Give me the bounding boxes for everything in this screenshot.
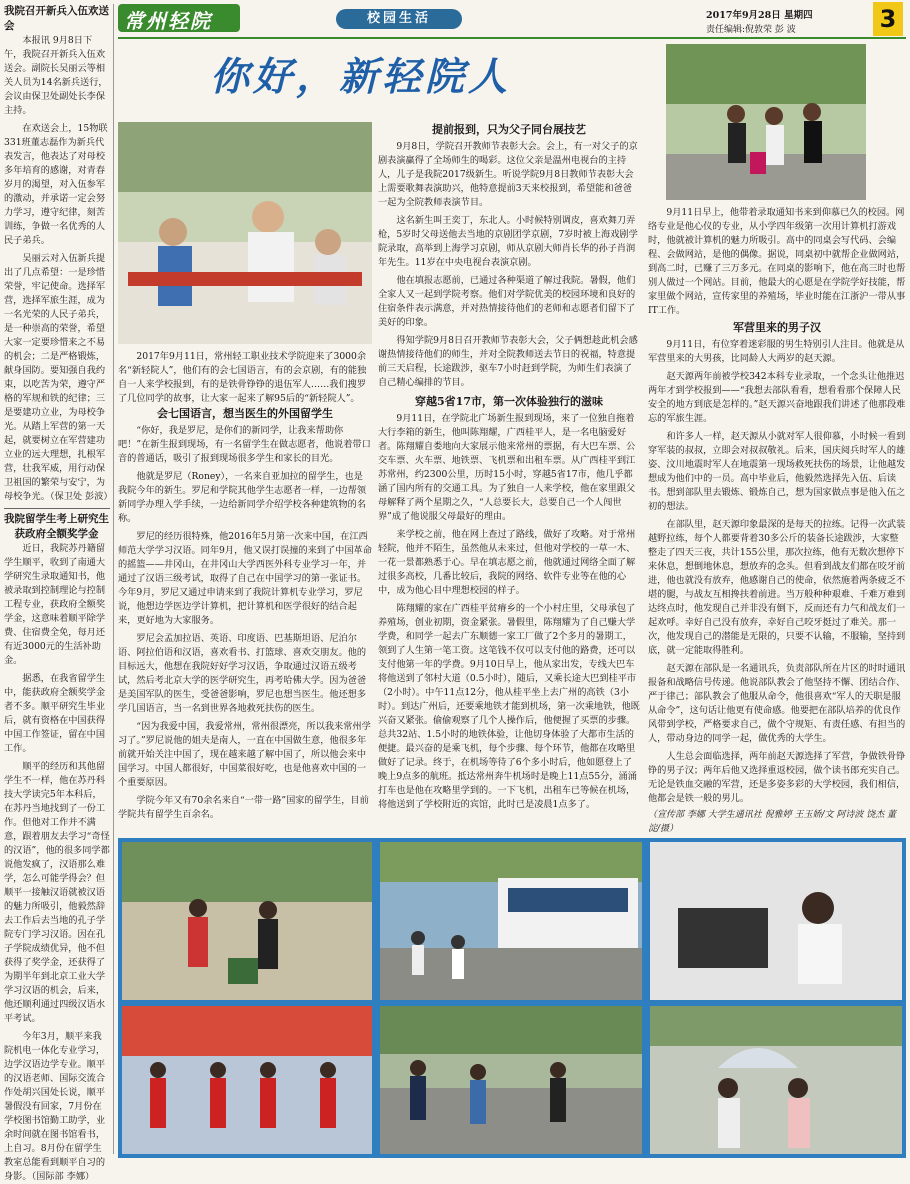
story-e-para: 赵天源两年前被学校342本科专业录取，一个念头让他推迟两年才到学校报到——“我想去部队看看，想看看那个保障人民安全的地方到底是怎样的。”赵天源兴奋地跟我们讲述了他那段难忘的军旅生涯。 [648, 371, 906, 424]
story2-subtitle: 获政府全额奖学金 [14, 528, 99, 540]
photo-new-students-image [666, 44, 866, 200]
story1-title: 我院召开新兵入伍欢送会 [4, 5, 109, 32]
story2-para: 顺平的经历和其他留学生不一样，他在苏丹科技大学读完5年本科后，在苏丹当地找到了一份工作。但他对工作并不满意，跟着朋友去学习“奇怪的汉语”，他的很多同学都说他发疯了，汉语那么难学，怎么可能学得会？但顺平一接触汉语就被汉语的魅力所吸引，他毅然辞去工作后去当地的孔子学院专门学习汉语。因在孔子学院成绩优异，他不但获得了奖学金，还获得了为期半年到北京工业大学学习汉语的机会，后来，他还顺利通过四级汉语水平考试。 [4, 761, 110, 1024]
story2-title: 我院留学生考上研究生 [4, 513, 109, 525]
story-a-body [118, 424, 372, 832]
story-e-para: 9月11日，有位穿着迷彩服的男生特别引人注目。他就是从军营里来的大男孩，比同龄人大两岁的赵天源。 [648, 339, 905, 364]
story-b-para: 这名新生叫王奕丁，东北人。小时候特别调皮，喜欢舞刀弄枪，5岁时父母送他去当地的京剧团学京剧，7岁时被上海戏剧学院录取，高举到上海学习京剧，师从京剧大师肖长华的孙子肖润年先生。11岁在中央电视台表演京剧。 [378, 215, 638, 268]
editor-line: 责任编辑:倪敦荣 彭 波 [706, 25, 796, 35]
header-rule [118, 37, 906, 39]
story2-para: 今年3月，顺平来我院机电一体化专业学习，边学汉语边学专业。顺平的汉语老师、国际交流合作处胡兴国处长说，顺平暑假没有回家，7月份在学校图书馆勤工助学，业余时间就在图书馆看书，上自习。8月份在留学生教室总能看到顺平自习的身影。（国际部 李娜） [4, 1031, 106, 1182]
story-a-para: 他就是罗尼（Roney），一名来自亚加拉的留学生，也是我院今年的新生。罗尼和学院其他学生志愿者一样，一边帮领新同学办理入学手续，一边给新同学介绍学校各种建筑物的名称。 [118, 471, 367, 524]
story-e-para: 和许多人一样，赵天源从小就对军人很仰慕，小时候一看到穿军装的叔叔，立即会对叔叔敬礼。后来，国庆阅兵时军人的雄姿、汶川地震时军人在地震第一现场救死扶伤的场景，让他越发想成为他们中的一员。高中毕业后，他毅然选择先入伍、后读书。想到部队里去锻炼、锻炼自己，想为国家做点事是他入伍之初的想法。 [648, 431, 906, 512]
story-c-body [378, 412, 640, 832]
story-a-para: 罗尼的经历很特殊，他2016年5月第一次来中国，在江西师范大学学习汉语。同年9月，他又误打误撞的来到了中国革命的摇篮——井冈山，在井冈山大学西医外科专业学习一年，并通过了汉语三级考试，取得了自己在中国学习的第一张证书。今年9月，罗尼又通过申请来到了我院计算机专业学习，罗尼说，他想边学医边学计算机，把计算机和医学很好的结合起来，更好地为大家服务。 [118, 531, 372, 626]
story-c-para: 陈翔耀的家在广西桂平贫瘠乡的一个小村庄里，父母承包了养殖场，创业初期，资金紧张。暑假里，陈翔耀为了自己赚大学学费，和同学一起去广东顺德一家工厂做了2个多月的暑期工，领到了人生第一笔工资。这笔钱不仅可以支付他的路费，还可以支付他第一年的学费。9月10日早上，他从家出发，专线大巴车将他送到了邻村大道（0.5小时），随后，又乘长途大巴到桂平市（2小时）。中午11点12分，他从桂平坐上去广州的高铁（3小时）。到达广州后，还要乘地铁才能到机场，第一次乘地铁，他既兴奋又紧张。偷偷观察了几个人操作后，他便握了买票的步骤。总共32站、1.5小时的地铁体验，让他切身体验了大都市生活的便捷。最兴奋的是乘飞机，每个步骤、每个环节，他都在攻略里做好了记录。终于，在机场等待了6个多小时后，他如愿登上了晚上9点多的航班。抵达常州奔牛机场时是晚上11点55分，涌涌打车也是他在攻略里学到的。一下飞机，出租车已等候在机场，将他送到了学校附近的宾馆，此时已是凌晨1点多了。 [378, 603, 640, 810]
photo-registration-image [118, 122, 372, 344]
photo-strip [118, 838, 906, 1158]
story-e-title: 军营里来的男子汉 [733, 321, 821, 334]
story-e-para: 在部队里，赵天源印象最深的是每天的拉练。记得一次武装越野拉练，每个人都要背着30多公斤的装备长途跋涉，大家整整走了四天三夜，共计155公里，那次拉练，他有无数次想停下来休息，想倒地休息，想放弃的念头。但看到战友们都在咬牙前进，他也就没有放弃，他感谢自己的使命，依然施着两条疲乏不堪的腿，与战友互相搀扶着前进。当万般种种艰难、千难万难到达终点时，他发现自己并非没有倒下，反而还有力气和战友们一起欢呼。幸好自己没有放弃，幸好自己咬牙挺过了难关。那一次，他发现自己的潜能是无限的，只要不认输，不服输，坚持到底，就一定能取得胜利。 [648, 519, 906, 656]
intro-para: 2017年9月11日，常州轻工职业技术学院迎来了3000余名“新轻院人”，他们有的会七国语言，有的会京剧，有的能独自一人来学校报到，有的是铁骨铮铮的退伍军人……我们搜罗了几位同学的故事，让大家一起来了解95后的“新轻院人”。 [118, 351, 367, 404]
story-e-para: 人生总会面临选择，两年前赵天源选择了军营，争做铁骨铮铮的男子汉；两年后他又选择重返校园，做个读书郎充实自己。无论是铁血交融的军营，还是多姿多彩的大学校园，我们相信，他都会是铁一般的男儿。 [648, 751, 906, 804]
story-c-para: 来学校之前，他在网上查过了路线，做好了攻略。对于常州轻院，他并不陌生，虽然他从未来过，但他对学校的一草一木、一花一景都熟悉于心。早在填志愿之前，他就通过网络全面了解过很多高校，几番比较后，我院的网络、软件专业等在他的心中，成为他心目中理想校园的样子。 [378, 529, 636, 596]
story-c-title: 穿越5省17市，第一次体验独行的滋味 [415, 395, 603, 408]
story1-para: 吴丽云对入伍新兵提出了几点希望：一是珍惜荣誉，牢记使命。选择军营，选择军旅生涯，成为一名光荣的人民子弟兵，是一种崇高的荣誉，希望大家一定要珍惜来之不易的机会；二是严格锻炼，献身国防。要知强自我约束，以吃苦为荣，遵守严格的军规和铁的纪律；三是要建功立业，为母校争光。从踏上军营的第一天起，就要树立在军营建功立业的远大理想，扎根军营，壮我军威，用行动保卫祖国的繁荣与安宁，为母校争光。（保卫处 彭波） [4, 253, 113, 502]
left-column [4, 4, 113, 1182]
story2-para: 据悉，在我省留学生中，能获政府全额奖学金者不多。顺平研究生毕业后，就有资格在中国获得中国工作签证，留在中国工作。 [4, 673, 106, 754]
section-badge: 校园生活 [336, 9, 462, 29]
story-d-para: 9月11日早上，他带着录取通知书来到仰慕已久的校园。网络专业是他心仪的专业，从小学四年级第一次用计算机打游戏时，他就被计算机的魅力所吸引。高中的同桌会写代码、会编程、会做网站，是他的偶像。据说，同桌初中就帮企业做网站，到高二时，已赚了三万多元。在同桌的影响下，他在高三时也帮别人做过一个网站。目前，他最大的心愿是在学院学好技能，帮家里做个网站，宣传家里的养殖场，毕业时能在江浙沪一带从事IT工作。 [648, 207, 906, 316]
intro-text [118, 350, 372, 404]
story-b-body [378, 140, 640, 388]
story-a-para: 罗尼会孟加拉语、英语、印度语、巴基斯坦语、尼泊尔语、阿拉伯语和汉语，喜欢看书、打篮球、喜欢交朋友。他的目标远大，他想在我院好好学习汉语，争取通过汉语五级考试，然后考北京大学的医学研究生，再考哈佛大学。因为爸爸是美国军队的医生，受爸爸影响，罗尼也想当医生。他还想多学几国语言，当一名到世界各地救死扶伤的医生。 [118, 633, 367, 714]
date-line: 2017年9月28日 星期四 [706, 10, 813, 21]
story2-para: 近日，我院苏丹籍留学生顺平，收到了南通大学研究生录取通知书，他被录取到控制理论与控制工程专业，获政府全额奖学金，这意味着顺平除学费、住宿费全免，每月还有近3000元的生活补助金。 [4, 543, 106, 666]
masthead [118, 4, 240, 32]
story-c-para: 9月11日，在学院北广场新生报到现场，来了一位独自拖着大行李箱的新生，他叫陈翔耀，广西桂平人，是一名电脑爱好者。陈翔耀自娄地向大家展示他来常州的票据，有大巴车票、公交车票、火车票、地铁票、飞机票和出租车票。从广西桂平到江苏常州，约2300公里，历时15小时，穿越5省17市，他几乎都涵了国内所有的交通工具。为了独自一人来学校，他在家里跟父母解释了两个星期之久，“人总要长大，总要自己一个人闯世界”成了他说服父母最好的理由。 [378, 413, 636, 522]
story-e-body [648, 338, 906, 808]
story-e-credit: （宣传部 李娜 大学生通讯社 倪雅婷 王玉娇/文 阿诗波 饶杰 董淀/摄） [648, 810, 897, 834]
paper-logo: 常州轻院 [124, 9, 212, 33]
story-d-body [648, 206, 906, 316]
story-e-para: 赵天源在部队是一名通讯兵，负责部队所在片区的时时通讯报备和战略信号传递。他说部队教会了他坚持不懈、团结合作、严于律己；部队教会了他服从命令，他很喜欢“军人的天职是服从命令”，这句话让他更有使命感。他要把在部队培养的优良作风带到学校，严格要求自己，做个守规矩、有责任感、有担当的人，带动身边的同学一起，做优秀的大学生。 [648, 663, 906, 744]
column-divider [113, 4, 114, 1154]
photo-new-students [666, 44, 866, 200]
story-a-para: 学院今年又有70余名来自“一带一路”国家的留学生，目前学院共有留学生百余名。 [118, 795, 369, 820]
story1-para: 在欢送会上，15物联331班董志磊作为新兵代表发言，他表达了对母校多年培育的感谢，对青春岁月的渴望，对入伍参军的激动，并承诺一定会努力学习，遵守纪律，刻苦训练，争做一名优秀的人民子弟兵。 [4, 123, 108, 246]
story-b-para: 9月8日，学院召开教师节表彰大会。会上，有一对父子的京剧表演赢得了全场师生的喝彩。这位父亲是温州电视台的主持人，儿子是我院2017级新生。听说学院9月8日教师节表彰大会上需要歌舞表演助兴，他特意提前3天来校报到，希望能和爸爸一起为全院教师表演节目。 [378, 141, 638, 208]
story-b-title: 提前报到，只为父子同台展技艺 [432, 123, 586, 136]
story-b-para: 他在填报志愿前，已通过各种渠道了解过我院。暑假，他们全家人又一起到学院考察。他们对学院优美的校园环境和良好的住宿条件表示满意，并对热情接待他们的老师和志愿者们留下了美好的印象。 [378, 275, 636, 328]
headline: 你好，新轻院人 [210, 55, 512, 100]
page-number: 3 [873, 2, 903, 36]
story1-para: 本报讯 9月8日下午，我院召开新兵入伍欢送会。副院长吴丽云等相关人员为14名新兵送行，会议由保卫处副处长李保主持。 [4, 35, 108, 116]
photo-registration [118, 122, 372, 344]
story-b-para: 得知学院9月8日召开教师节表彰大会，父子俩想趁此机会感谢热情接待他们的师生，并对全院教师送去节日的祝福，特意提前三天启程，长途跋涉，驱车7小时赶到学院，为师生们表演了自己精心编排的节目。 [378, 335, 638, 388]
story-a-para: “因为我爱中国，我爱常州，常州很漂亮，所以我来常州学习了。”罗尼说他的姐夫是南人，一直在中国做生意，他很多年前就开始关注中国了，现在越来越了解中国了，所以他会来中国学习。中国人都很好，中国菜很好吃，也是他喜欢中国的一个重要原因。 [118, 721, 371, 788]
story-a-para: “你好，我是罗尼，是你们的新同学，让我来帮助你吧！”在新生报到现场，有一名留学生在做志愿者，他说着带口音的普通话，吸引了报到现场很多学生和家长的目光。 [118, 425, 371, 464]
story-a-title: 会七国语言，想当医生的外国留学生 [157, 407, 333, 420]
divider [4, 508, 110, 509]
photo-strip-image [118, 838, 906, 1158]
